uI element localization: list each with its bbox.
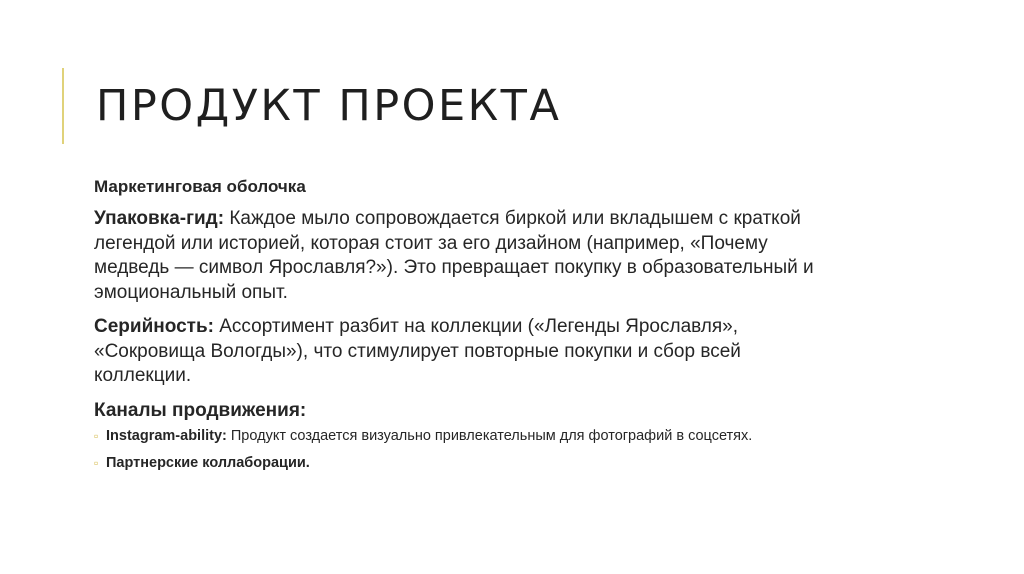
list-item: [94, 453, 914, 473]
paragraph-series-lead: Серийность:: [94, 316, 214, 337]
channels-list: [94, 426, 914, 473]
channels-heading: Каналы продвижения:: [94, 399, 307, 421]
paragraph-series-text: Ассортимент разбит на коллекции («Легенды Ярославля», «Сокровища Вологды»), что стимулирует повторные покупки и сбор всей коллекции.: [94, 316, 741, 386]
paragraph-series: [94, 315, 814, 389]
paragraph-packaging: [94, 207, 814, 305]
bullet-icon: ▫: [94, 455, 99, 470]
channel-lead: Партнерские коллаборации.: [106, 454, 310, 471]
title-accent-bar: [62, 68, 64, 144]
bullet-icon: ▫: [94, 428, 99, 443]
slide-title: ПРОДУКТ ПРОЕКТА: [96, 81, 562, 131]
section-heading: Маркетинговая оболочка: [94, 177, 306, 196]
list-item: [94, 426, 914, 446]
paragraph-packaging-text: Каждое мыло сопровождается биркой или вкладышем с краткой легендой или историей, которая стоит за его дизайном (например, «Почему медведь — символ Ярославля?»). Это превращает покупку в образовательный и эмоциональный опыт.: [94, 208, 814, 303]
channel-text: Продукт создается визуально привлекательным для фотографий в соцсетях.: [226, 427, 753, 444]
paragraph-packaging-lead: Упаковка-гид:: [94, 208, 225, 229]
slide-content: [94, 175, 914, 480]
channel-lead: Instagram-ability:: [106, 427, 227, 444]
